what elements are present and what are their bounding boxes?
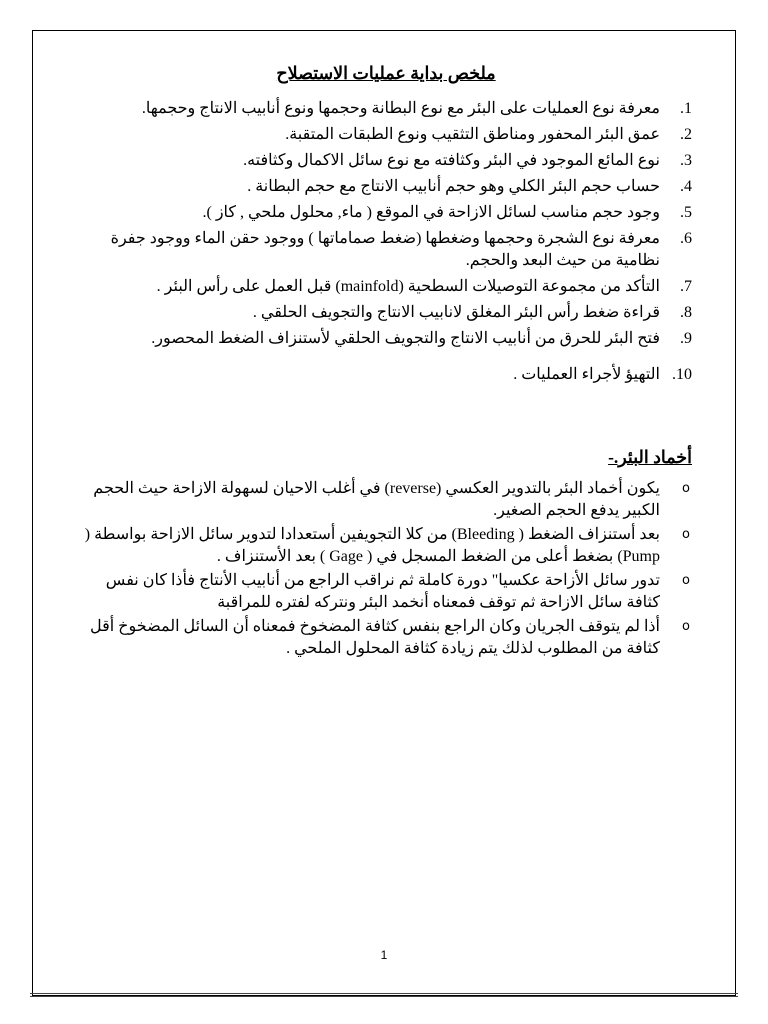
item-text: التأكد من مجموعة التوصيلات السطحية (mainfold) قبل العمل على رأس البئر . (156, 278, 660, 295)
item-number: .1 (680, 100, 692, 117)
item-text: عمق البئر المحفور ومناطق التثقيب ونوع الطبقات المتقبة. (285, 126, 660, 143)
item-text: نوع المائع الموجود في البئر وكثافته مع نوع سائل الاكمال وكثافته. (243, 152, 660, 169)
item-number: .4 (680, 178, 692, 195)
bullet-item (80, 524, 692, 568)
item-text: حساب حجم البئر الكلي وهو حجم أنابيب الانتاج مع حجم البطانة . (247, 178, 660, 195)
item-text: معرفة نوع الشجرة وحجمها وضغطها (ضغط صماماتها ) ووجود حقن الماء ووجود جفرة نظامية من حيث البعد والحجم. (110, 230, 660, 269)
list-item (80, 364, 692, 386)
item-text: وجود حجم مناسب لسائل الازاحة في الموقع ( ماء, محلول ملحي , كاز ). (202, 204, 660, 221)
document-body (80, 62, 692, 662)
document-title: ملخص بداية عمليات الاستصلاح (276, 63, 496, 83)
item-number: .6 (680, 230, 692, 247)
bullet-text: يكون أخماد البئر بالتدوير العكسي (reverse) في أغلب الاحيان لسهولة الازاحة حيث الحجم الكبير يدفع الحجم الصغير. (93, 480, 660, 519)
item-number: .5 (680, 204, 692, 221)
list-item (80, 98, 692, 120)
item-number: .3 (680, 152, 692, 169)
item-number: .8 (680, 304, 692, 321)
section-heading: أخماد البئر.- (608, 447, 692, 467)
item-text: قراءة ضغط رأس البئر المغلق لانابيب الانتاج والتجويف الحلقي . (252, 304, 660, 321)
list-item (80, 176, 692, 198)
item-text: فتح البئر للحرق من أنابيب الانتاج والتجويف الحلقي لأستنزاف الضغط المحصور. (151, 330, 660, 347)
page-number: 1 (380, 948, 388, 962)
item-text: معرفة نوع العمليات على البئر مع نوع البطانة وحجمها ونوع أنابيب الانتاج وحجمها. (141, 100, 660, 117)
list-item (80, 276, 692, 298)
bullet-text: تدور سائل الأزاحة عكسيا" دورة كاملة ثم نراقب الراجع من أنابيب الأنتاج فأذا كان نفس كثافة سائل الازاحة ثم توقف فمعناه أنخمد البئر ونتركه لفتره للمراقبة (105, 572, 660, 611)
list-item (80, 328, 692, 350)
circle-bullet-icon: o (682, 619, 690, 634)
bullet-item (80, 478, 692, 522)
list-item (80, 302, 692, 324)
list-item (80, 124, 692, 146)
steps-list (80, 98, 692, 386)
bullet-text: أذا لم يتوقف الجريان وكان الراجع بنفس كثافة المضخوخ فمعناه أن السائل المضخوخ أقل كثافة من المطلوب لذلك يتم زيادة كثافة المحلول الملحي . (89, 618, 660, 657)
bottom-rule (30, 993, 738, 997)
circle-bullet-icon: o (682, 481, 690, 496)
list-item (80, 202, 692, 224)
circle-bullet-icon: o (682, 527, 690, 542)
bullets-list (80, 478, 692, 660)
list-item (80, 228, 692, 272)
item-text: التهيؤ لأجراء العمليات . (513, 366, 660, 383)
item-number: .10 (672, 366, 692, 383)
item-number: .7 (680, 278, 692, 295)
item-number: .9 (680, 330, 692, 347)
list-item (80, 150, 692, 172)
bullet-item (80, 570, 692, 614)
bullet-item (80, 616, 692, 660)
circle-bullet-icon: o (682, 573, 690, 588)
item-number: .2 (680, 126, 692, 143)
bullet-text: بعد أستنزاف الضغط ( Bleeding) من كلا التجويفين أستعدادا لتدوير سائل الازاحة بواسطة ( Pump) بضغط أعلى من الضغط المسجل في ( Gage ) بعد الأستنزاف . (84, 526, 660, 565)
